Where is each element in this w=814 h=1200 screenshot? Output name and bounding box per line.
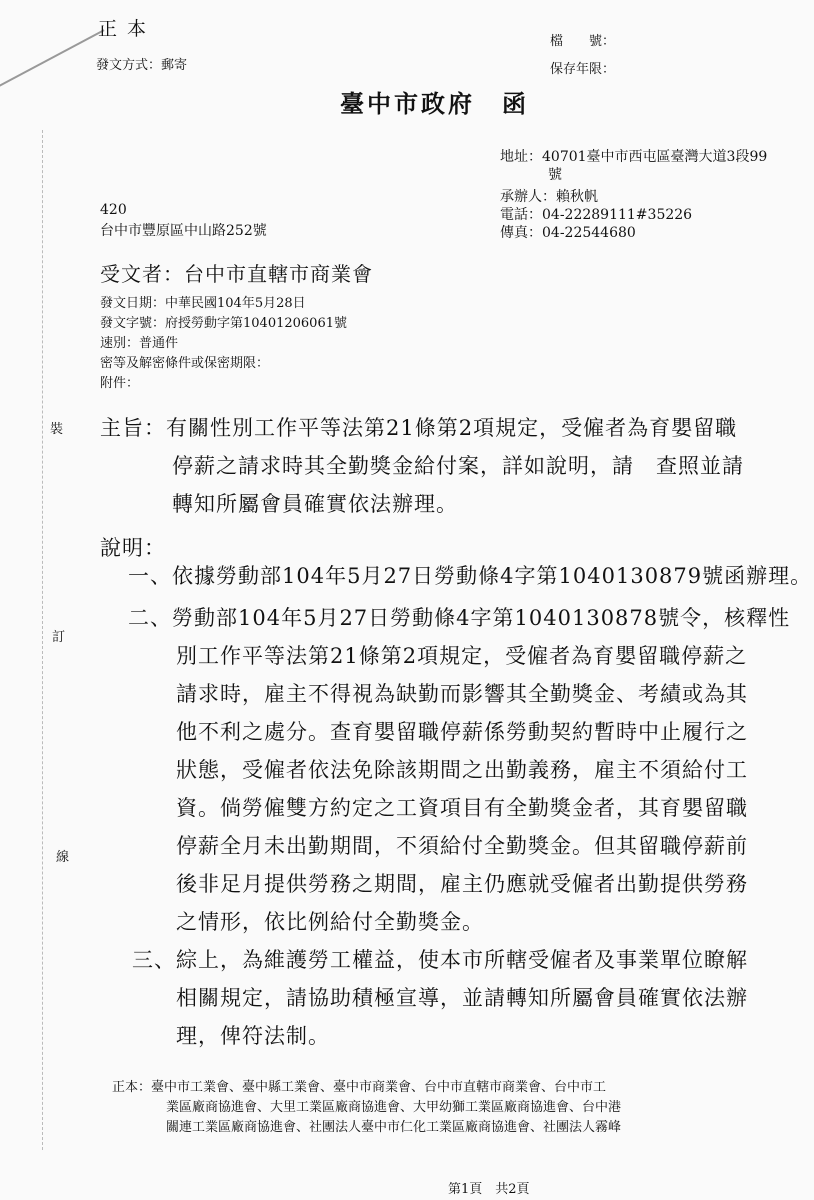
paper-fold-crease [0,29,105,96]
explanation-item-3-line-2: 相關規定，請協助積極宣導，並請轉知所屬會員確實依法辦 [176,986,748,1010]
sender-contact: 承辦人：賴秋帆 [500,189,598,205]
explanation-item-2-line-3: 請求時，雇主不得視為缺勤而影響其全勤獎金、考績或為其 [176,682,748,706]
explanation-item-2-line-9: 之情形，依比例給付全勤獎金。 [176,910,484,934]
sender-address-line1: 地址：40701臺中市西屯區臺灣大道3段99 [500,149,768,165]
subject-line-3: 轉知所屬會員確實依法辦理。 [172,492,458,516]
send-method: 發文方式：郵寄 [96,58,188,73]
explanation-item-3-line-1: 三、綜上，為維護勞工權益，使本市所轄受僱者及事業單位瞭解 [132,948,748,972]
sender-fax: 傳真：04-22544680 [500,225,636,241]
explanation-item-2-line-1: 二、勞動部104年5月27日勞動條4字第1040130878號令，核釋性 [128,606,791,630]
issue-date: 發文日期：中華民國104年5月28日 [100,296,306,311]
sender-phone: 電話：04-22289111#35226 [500,207,693,223]
binding-line [42,130,43,1150]
subject-line-2: 停薪之請求時其全勤獎金給付案，詳如說明，請 查照並請 [172,454,744,478]
explanation-item-2-line-6: 資。倘勞僱雙方約定之工資項目有全勤獎金者，其育嬰留職 [176,796,748,820]
retention-period: 保存年限： [550,62,616,77]
explanation-item-1: 一、依據勞動部104年5月27日勞動條4字第1040130879號函辦理。 [128,564,813,588]
cc-line-1: 正本：臺中市工業會、臺中縣工業會、臺中市商業會、台中市直轄市商業會、台中市工 [112,1080,607,1095]
attachments: 附件： [100,376,140,391]
sender-address-line2: 號 [548,167,562,183]
margin-mark-line: 線 [56,850,70,865]
cc-line-3: 關連工業區廠商協進會、社團法人臺中市仁化工業區廠商協進會、社團法人霧峰 [166,1120,622,1135]
explanation-item-2-line-5: 狀態，受僱者依法免除該期間之出勤義務，雇主不須給付工 [176,758,748,782]
secrecy-level: 密等及解密條件或保密期限： [100,356,270,371]
recipient-address: 台中市豐原區中山路252號 [100,223,267,239]
subject-line-1: 主旨：有關性別工作平等法第21條第2項規定，受僱者為育嬰留職 [100,416,738,440]
explanation-item-2-line-7: 停薪全月未出勤期間，不須給付全勤獎金。但其留職停薪前 [176,834,748,858]
copy-type: 正 本 [98,18,149,40]
recipient-to: 受文者：台中市直轄市商業會 [100,262,373,286]
cc-line-2: 業區廠商協進會、大里工業區廠商協進會、大甲幼獅工業區廠商協進會、台中港 [166,1100,622,1115]
margin-mark-staple: 訂 [52,630,66,645]
explanation-label: 說明： [100,536,166,560]
document-title: 臺中市政府 函 [340,89,529,118]
explanation-item-2-line-8: 後非足月提供勞務之期間，雇主仍應就受僱者出勤提供勞務 [176,872,748,896]
delivery-speed: 速別：普通件 [100,336,179,351]
explanation-item-2-line-4: 他不利之處分。查育嬰留職停薪係勞動契約暫時中止履行之 [176,720,748,744]
recipient-zip: 420 [100,202,127,218]
page-number: 第1頁 共2頁 [448,1182,530,1197]
explanation-item-3-line-3: 理，俾符法制。 [176,1024,330,1048]
document-number: 發文字號：府授勞動字第10401206061號 [100,316,347,331]
explanation-item-2-line-2: 別工作平等法第21條第2項規定，受僱者為育嬰留職停薪之 [176,644,748,668]
margin-mark-bind: 裝 [50,422,64,437]
file-number: 檔 號： [550,34,616,49]
